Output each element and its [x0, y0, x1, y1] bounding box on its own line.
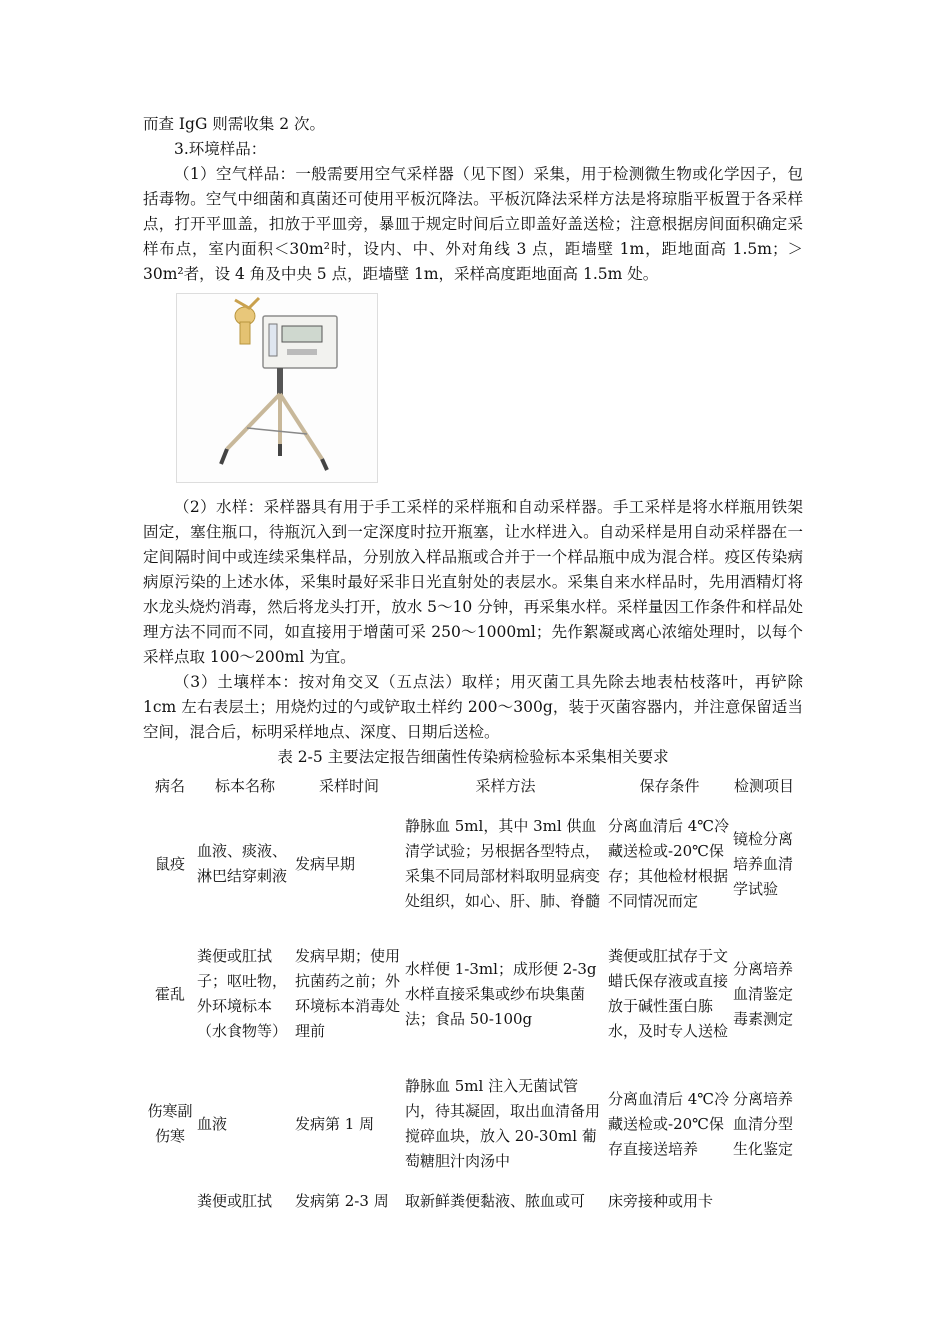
cell-test-items	[731, 1189, 795, 1214]
document-page	[143, 112, 803, 1214]
cell-disease: 霍乱	[154, 984, 185, 1003]
header-specimen: 标本名称	[214, 777, 275, 795]
paragraph-igg: 而查 IgG 则需收集 2 次。	[143, 115, 325, 133]
header-storage: 保存条件	[639, 777, 700, 795]
cell-disease	[143, 1189, 195, 1214]
specimen-table	[143, 774, 795, 1214]
cell-time: 发病第 2-3 周	[295, 1192, 389, 1210]
cell-test-items: 分离培养血清分型生化鉴定	[733, 1089, 794, 1158]
header-test-items: 检测项目	[733, 777, 794, 795]
table-row	[143, 929, 795, 1059]
cell-disease: 伤寒副伤寒	[147, 1102, 193, 1145]
table-row	[143, 1059, 795, 1189]
header-time: 采样时间	[318, 777, 379, 795]
table-row	[143, 799, 795, 929]
cell-specimen: 血液、痰液、淋巴结穿刺液	[197, 842, 288, 885]
cell-method: 水样便 1-3ml；成形便 2-3g 水样直接采集或纱布块集菌法；食品 50-100g	[405, 959, 597, 1028]
cell-time: 发病早期	[295, 854, 356, 873]
cell-specimen: 粪便或肛拭子；呕吐物，外环境标本（水食物等）	[197, 947, 288, 1040]
cell-storage: 分离血清后 4℃冷藏送检或-20℃保存直接送培养	[608, 1089, 730, 1158]
cell-test-items: 镜检分离培养血清学试验	[733, 829, 794, 898]
header-disease: 病名	[154, 777, 185, 795]
cell-specimen: 粪便或肛拭	[197, 1192, 273, 1210]
cell-time: 发病早期；使用抗菌药之前；外环境标本消毒处理前	[295, 947, 401, 1040]
cell-method: 取新鲜粪便黏液、脓血或可	[405, 1192, 586, 1210]
cell-specimen: 血液	[197, 1114, 228, 1133]
cell-method: 静脉血 5ml 注入无菌试管内，待其凝固，取出血清备用搅碎血块，放入 20-30ml 葡萄糖胆汁肉汤中	[405, 1077, 601, 1170]
paragraph-water-samples: （2）水样：采样器具有用于手工采样的采样瓶和自动采样器。手工采样是将水样瓶用铁架固定，塞住瓶口，待瓶沉入到一定深度时拉开瓶塞，让水样进入。自动采样是用自动采样器在一定间隔时间中或连续采集样品，分别放入样品瓶或合并于一个样品瓶中成为混合样。疫区传染病病原污染的上述水体，采集时最好采非日光直射处的表层水。采集自来水样品时，先用酒精灯将水龙头烧灼消毒，然后将龙头打开，放水 5～10 分钟，再采集水样。采样量因工作条件和样品处理方法不同而不同，如直接用于增菌可采 250～1000ml；先作絮凝或离心浓缩处理时，以每个采样点取 100～200ml 为宜。	[143, 498, 803, 666]
cell-storage: 粪便或肛拭存于文蜡氏保存液或直接放于碱性蛋白胨水，及时专人送检	[608, 947, 729, 1040]
cell-storage: 分离血清后 4℃冷藏送检或-20℃保存；其他检材根据不同情况而定	[608, 817, 730, 910]
paragraph-soil-samples: （3）土壤样本：按对角交叉（五点法）取样；用灭菌工具先除去地表枯枝落叶，再铲除 1cm 左右表层土；用烧灼过的勺或铲取土样约 200～300g，装于灭菌容器内，并注意保留适当空间，混合后，标明采样地点、深度、日期后送检。	[143, 673, 803, 741]
air-sampler-image	[176, 293, 378, 483]
cell-time: 发病第 1 周	[295, 1114, 375, 1133]
table-caption: 表 2-5 主要法定报告细菌性传染病检验标本采集相关要求	[277, 748, 669, 766]
air-sampler-illustration	[177, 294, 377, 482]
cell-disease: 鼠疫	[154, 854, 185, 873]
section-heading-environment: 3.环境样品：	[174, 140, 267, 158]
cell-storage: 床旁接种或用卡	[608, 1192, 714, 1210]
cell-test-items: 分离培养血清鉴定毒素测定	[733, 959, 794, 1028]
table-header-row	[143, 774, 795, 799]
table-row	[143, 1189, 795, 1214]
header-method: 采样方法	[475, 777, 536, 795]
paragraph-air-samples: （1）空气样品：一般需要用空气采样器（见下图）采集，用于检测微生物或化学因子，包括毒物。空气中细菌和真菌还可使用平板沉降法。平板沉降法采样方法是将琼脂平板置于各采样点，打开平皿盖，扣放于平皿旁，暴皿于规定时间后立即盖好盖送检；注意根据房间面积确定采样布点，室内面积＜30m²时，设内、中、外对角线 3 点，距墙壁 1m，距地面高 1.5m；＞30m²者，设 4 角及中央 5 点，距墙壁 1m，采样高度距地面高 1.5m 处。	[143, 165, 803, 283]
cell-method: 静脉血 5ml，其中 3ml 供血清学试验；另根据各型特点，采集不同局部材料取明显病变处组织，如心、肝、肺、脊髓	[405, 817, 601, 910]
